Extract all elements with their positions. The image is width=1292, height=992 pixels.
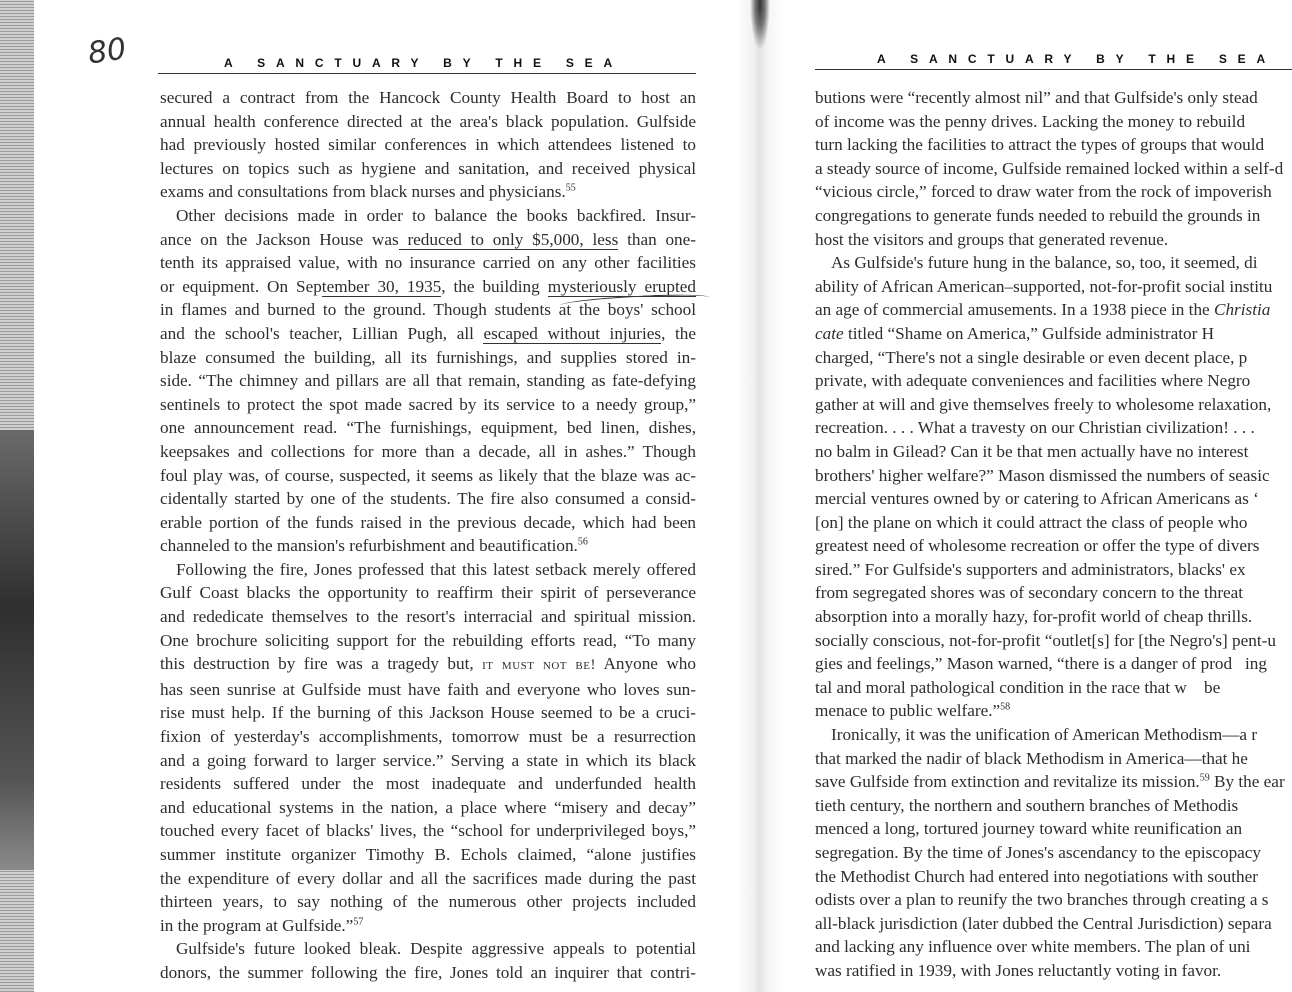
text-line: cidentally started by one of the students. The fire also consumed a consid-: [160, 489, 696, 509]
text-line: summer institute organizer Timothy B. Echols claimed, “alone justifies: [160, 845, 696, 864]
text-line: socially conscious, not-for-profit “outlet[s] for [the Negro's] pent-u: [815, 630, 1276, 650]
running-header-left: A SANCTUARY BY THE SEA: [224, 56, 623, 70]
text-line: turn lacking the facilities to attract the types of groups that would: [815, 135, 1265, 155]
text-line: cate titled “Shame on America,” Gulfside administrator H: [815, 323, 1215, 343]
left-page-text: [160, 86, 696, 985]
text-line: mercial ventures owned by or catering to African Americans as ‘: [815, 489, 1259, 509]
text-line: segregation. By the time of Jones's ascendancy to the episcopacy: [815, 843, 1262, 862]
text-line: tenth its appraised value, with no insurance carried on any other facilities: [160, 253, 696, 273]
text-line: Other decisions made in order to balance the books backfired. Insur-: [176, 205, 696, 225]
small-caps-text: it must not be!: [482, 657, 596, 674]
right-page-text: [815, 86, 1292, 983]
text-line: and educational systems in the nation, a place where “misery and decay”: [160, 797, 696, 817]
text-line: gather at will and give themselves freely to wholesome relaxation,: [815, 394, 1272, 414]
text-line: Following the fire, Jones professed that this latest setback merely offered: [176, 559, 696, 579]
text-line: Gulf Coast blacks the opportunity to reaffirm their spirit of perseverance: [160, 583, 696, 603]
text-line: private, with adequate conveniences and facilities where Negro: [815, 371, 1251, 391]
running-header-right: A SANCTUARY BY THE SEA: [877, 52, 1276, 66]
text-line: As Gulfside's future hung in the balance, so, too, it seemed, di: [831, 253, 1258, 273]
header-rule-right: [815, 69, 1292, 70]
text-line: and lacking any influence over white members. The plan of uni: [815, 937, 1251, 957]
text-line: and rededicate themselves to the resort's interracial and spiritual mission.: [160, 607, 696, 627]
text-line: menace to public welfare.”$^{58}$: [815, 701, 1011, 721]
text-line: ance on the Jackson House was reduced to only $5,000, less than one-: [160, 229, 696, 249]
text-line: tieth century, the northern and southern branches of Methodis: [815, 795, 1239, 815]
text-line: Ironically, it was the unification of American Methodism—a r: [831, 725, 1258, 745]
text-line: has seen sunrise at Gulfside must have faith and everyone who loves sun-: [160, 679, 696, 699]
text-line: menced a long, tortured journey toward white reunification an: [815, 819, 1243, 839]
underline-mark: mysteriously erupted: [547, 276, 696, 296]
text-line: ability of African American–supported, not-for-profit social institu: [815, 276, 1273, 296]
text-line: fixion of yesterday's accomplishments, tomorrow must be a resurrection: [160, 727, 696, 747]
italic-text: Christia: [1213, 300, 1271, 320]
footnote-ref: 56: [577, 536, 588, 548]
text-line: recreation. . . . What a travesty on our Christian civilization! . . .: [815, 418, 1255, 438]
text-line: residents suffered under the most inadequate and underfunded health: [160, 774, 696, 794]
text-line: butions were “recently almost nil” and that Gulfside's only stead: [815, 88, 1258, 107]
text-line: this destruction by fire was a tragedy but, it must not be! Anyone who: [160, 654, 696, 674]
underline-mark: tember 30, 1935: [321, 276, 442, 296]
text-line: and the school's teacher, Lillian Pugh, all escaped without injuries, the: [160, 323, 697, 343]
text-line: One brochure soliciting support for the rebuilding efforts read, “To many: [160, 630, 696, 650]
text-line: in the program at Gulfside.”$^{57}$: [160, 915, 364, 935]
footnote-ref: 58: [1000, 701, 1011, 713]
text-line: rise must help. If the burning of this Jackson House seemed to be a cruci-: [160, 703, 696, 723]
text-line: [on] the plane on which it could attract the class of people who: [815, 512, 1248, 532]
book-gutter: [736, 0, 784, 992]
text-line: exams and consultations from black nurses and physicians.$^{55}$: [160, 182, 576, 202]
text-line: brothers' higher welfare?” Mason dismissed the numbers of seasic: [815, 465, 1270, 485]
text-line: side. “The chimney and pillars are all that remain, standing as fate-defying: [160, 371, 696, 391]
text-line: donors, the summer following the fire, Jones told an inquirer that contri-: [160, 962, 696, 982]
text-line: annual health conference directed at the area's black population. Gulfside: [160, 111, 696, 131]
text-line: congregations to generate funds needed to rebuild the grounds in: [815, 205, 1261, 225]
text-line: one announcement read. “The furnishings, equipment, bed linen, dishes,: [160, 418, 696, 438]
text-line: charged, “There's not a single desirable or even decent place, p: [815, 347, 1248, 367]
scan-edge-left: [0, 0, 34, 992]
footnote-ref: 55: [565, 182, 576, 194]
footnote-ref: 59: [1199, 772, 1210, 784]
text-line: secured a contract from the Hancock County Health Board to host an: [160, 88, 696, 107]
text-line: “vicious circle,” forced to draw water from the rock of impoverish: [815, 182, 1272, 202]
text-line: channeled to the mansion's refurbishment and beautification.$^{56}$: [160, 536, 588, 556]
footnote-ref: 57: [353, 916, 364, 928]
text-line: was ratified in 1939, with Jones reluctantly voting in favor.: [815, 960, 1222, 980]
text-line: touched every facet of blacks' lives, the “school for underprivileged boys,”: [160, 821, 696, 841]
underline-mark: reduced to only $5,000, less: [398, 229, 619, 249]
text-line: Gulfside's future looked bleak. Despite aggressive appeals to potential: [176, 939, 696, 959]
text-line: and a going forward to larger service.” Serving a state in which its black: [160, 750, 696, 770]
italic-text: cate: [815, 323, 844, 343]
text-line: in flames and burned to the ground. Though students at the boys' school: [160, 300, 696, 320]
text-line: had previously hosted similar conferences in which attendees listened to: [160, 135, 696, 155]
text-line: sired.” For Gulfside's supporters and administrators, blacks' ex: [815, 559, 1246, 579]
text-line: all-black jurisdiction (later dubbed the Central Jurisdiction) separa: [815, 913, 1272, 933]
text-line: an age of commercial amusements. In a 1938 piece in the Christia: [815, 300, 1271, 320]
text-line: tal and moral pathological condition in the race that w be: [815, 677, 1221, 697]
text-line: that marked the nadir of black Methodism in America—that he: [815, 748, 1248, 768]
text-line: sentinels to protect the spot made sacred by its service to a needy group,”: [160, 394, 696, 414]
text-line: absorption into a morally hazy, for-profit world of cheap thrills.: [815, 607, 1253, 627]
text-line: the Methodist Church had entered into negotiations with souther: [815, 866, 1258, 886]
text-line: foul play was, of course, suspected, it seems as likely that the blaze was ac-: [160, 465, 696, 485]
text-line: blaze consumed the building, all its furnishings, and supplies stored in-: [160, 347, 696, 367]
text-line: host the visitors and groups that generated revenue.: [815, 229, 1169, 249]
text-line: gies and feelings,” Mason warned, “there is a danger of prod ing: [815, 654, 1267, 674]
text-line: lectures on topics such as hygiene and sanitation, and received physical: [160, 158, 696, 178]
text-line: save Gulfside from extinction and revitalize its mission.$^{59}$ By the ear: [815, 772, 1285, 792]
text-line: erable portion of the funds raised in the previous decade, which had been: [160, 512, 696, 532]
text-line: a steady source of income, Gulfside remained locked within a self-d: [815, 158, 1284, 178]
text-line: keepsakes and collections for more than a decade, all in ashes.” Though: [160, 441, 696, 461]
underline-mark: escaped without injuries: [483, 323, 662, 343]
text-line: greatest need of wholesome recreation or offer the type of divers: [815, 536, 1260, 556]
text-line: odists over a plan to reunify the two branches through creating a s: [815, 890, 1269, 910]
text-line: of income was the penny drives. Lacking the money to rebuild: [815, 111, 1246, 131]
text-line: no balm in Gilead? Can it be that men actually have no interest: [815, 441, 1249, 461]
text-line: the expenditure of every dollar and all the sacrifices made during the past: [160, 868, 696, 888]
handwritten-page-number: 80: [85, 31, 129, 72]
text-line: or equipment. On September 30, 1935, the building mysteriously erupted: [160, 276, 696, 296]
scan-shadow: [0, 430, 34, 870]
text-line: from segregated shores was of secondary concern to the threat: [815, 583, 1244, 603]
binding-mark: [750, 0, 770, 50]
text-line: thirteen years, to say nothing of the numerous other projects included: [160, 892, 696, 912]
header-rule-left: [158, 73, 696, 74]
